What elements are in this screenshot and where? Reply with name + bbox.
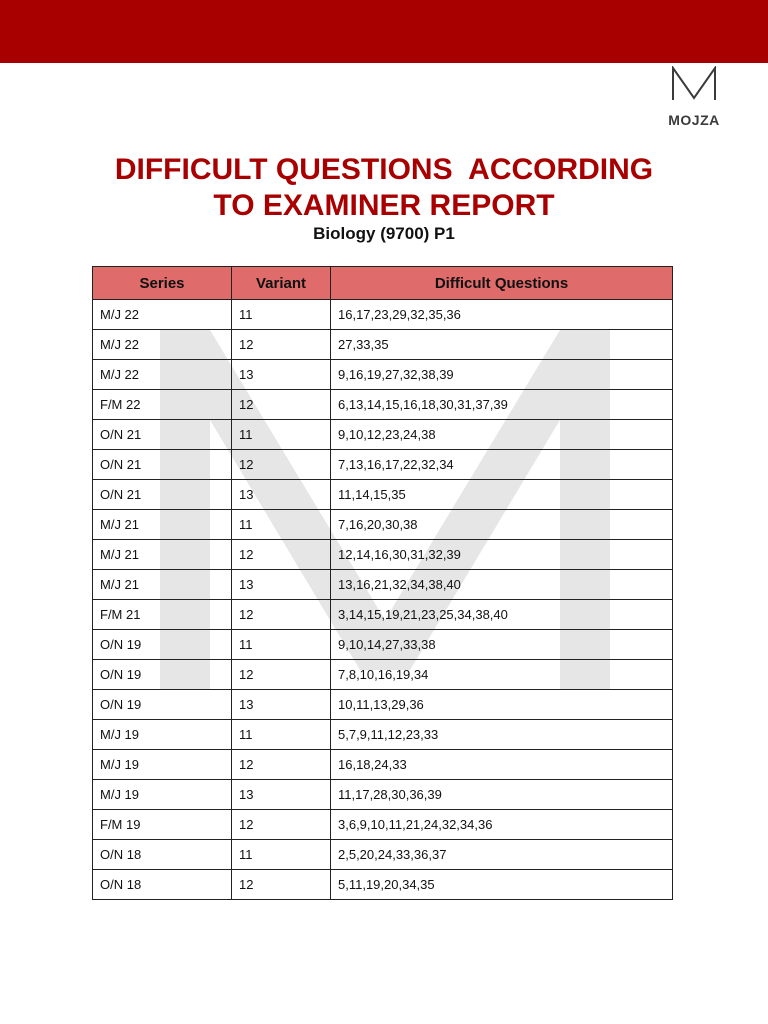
table-row bbox=[93, 390, 673, 420]
series-cell: O/N 19 bbox=[93, 630, 232, 660]
variant-cell: 11 bbox=[232, 630, 331, 660]
difficult-questions-cell: 9,16,19,27,32,38,39 bbox=[331, 360, 673, 390]
difficult-questions-cell: 7,16,20,30,38 bbox=[331, 510, 673, 540]
mojza-logo-mark-icon bbox=[671, 66, 717, 100]
variant-cell: 13 bbox=[232, 570, 331, 600]
difficult-questions-cell: 3,6,9,10,11,21,24,32,34,36 bbox=[331, 810, 673, 840]
table-row bbox=[93, 480, 673, 510]
difficult-questions-cell: 3,14,15,19,21,23,25,34,38,40 bbox=[331, 600, 673, 630]
variant-cell: 12 bbox=[232, 450, 331, 480]
difficult-questions-table bbox=[92, 266, 673, 900]
series-cell: M/J 19 bbox=[93, 750, 232, 780]
variant-cell: 13 bbox=[232, 360, 331, 390]
table-row bbox=[93, 510, 673, 540]
difficult-questions-cell: 9,10,12,23,24,38 bbox=[331, 420, 673, 450]
variant-cell: 12 bbox=[232, 540, 331, 570]
variant-cell: 13 bbox=[232, 690, 331, 720]
series-cell: O/N 19 bbox=[93, 660, 232, 690]
table-row bbox=[93, 690, 673, 720]
difficult-questions-cell: 10,11,13,29,36 bbox=[331, 690, 673, 720]
variant-cell: 12 bbox=[232, 330, 331, 360]
table-row bbox=[93, 540, 673, 570]
series-cell: M/J 21 bbox=[93, 540, 232, 570]
table-row bbox=[93, 360, 673, 390]
series-cell: O/N 21 bbox=[93, 450, 232, 480]
difficult-questions-cell: 7,13,16,17,22,32,34 bbox=[331, 450, 673, 480]
table-header-row bbox=[93, 267, 673, 300]
difficult-questions-cell: 5,7,9,11,12,23,33 bbox=[331, 720, 673, 750]
table-row bbox=[93, 570, 673, 600]
variant-cell: 12 bbox=[232, 810, 331, 840]
difficult-questions-cell: 6,13,14,15,16,18,30,31,37,39 bbox=[331, 390, 673, 420]
variant-cell: 12 bbox=[232, 870, 331, 900]
series-cell: F/M 21 bbox=[93, 600, 232, 630]
table-row bbox=[93, 600, 673, 630]
difficult-questions-cell: 2,5,20,24,33,36,37 bbox=[331, 840, 673, 870]
table-row bbox=[93, 750, 673, 780]
difficult-questions-cell: 13,16,21,32,34,38,40 bbox=[331, 570, 673, 600]
difficult-questions-cell: 27,33,35 bbox=[331, 330, 673, 360]
series-cell: O/N 18 bbox=[93, 870, 232, 900]
difficult-questions-cell: 16,17,23,29,32,35,36 bbox=[331, 300, 673, 330]
variant-cell: 13 bbox=[232, 780, 331, 810]
page-subtitle: Biology (9700) P1 bbox=[313, 224, 455, 243]
series-cell: M/J 21 bbox=[93, 510, 232, 540]
difficult-questions-cell: 11,17,28,30,36,39 bbox=[331, 780, 673, 810]
series-cell: M/J 19 bbox=[93, 720, 232, 750]
table-row bbox=[93, 870, 673, 900]
table-row bbox=[93, 780, 673, 810]
column-header-variant: Variant bbox=[232, 267, 331, 300]
difficult-questions-cell: 5,11,19,20,34,35 bbox=[331, 870, 673, 900]
page-title bbox=[0, 152, 768, 224]
variant-cell: 12 bbox=[232, 660, 331, 690]
column-header-series: Series bbox=[93, 267, 232, 300]
table-row bbox=[93, 660, 673, 690]
table-row bbox=[93, 450, 673, 480]
table-row bbox=[93, 810, 673, 840]
variant-cell: 12 bbox=[232, 750, 331, 780]
series-cell: M/J 21 bbox=[93, 570, 232, 600]
series-cell: O/N 21 bbox=[93, 480, 232, 510]
series-cell: F/M 22 bbox=[93, 390, 232, 420]
table-row bbox=[93, 840, 673, 870]
title-line-1: DIFFICULT QUESTIONS ACCORDING bbox=[114, 153, 654, 186]
series-cell: M/J 22 bbox=[93, 330, 232, 360]
variant-cell: 13 bbox=[232, 480, 331, 510]
table-row bbox=[93, 300, 673, 330]
table-row bbox=[93, 720, 673, 750]
difficult-questions-cell: 16,18,24,33 bbox=[331, 750, 673, 780]
difficult-questions-cell: 7,8,10,16,19,34 bbox=[331, 660, 673, 690]
variant-cell: 11 bbox=[232, 420, 331, 450]
series-cell: O/N 21 bbox=[93, 420, 232, 450]
table-row bbox=[93, 420, 673, 450]
series-cell: M/J 19 bbox=[93, 780, 232, 810]
top-banner bbox=[0, 0, 768, 63]
column-header-difficult-questions: Difficult Questions bbox=[331, 267, 673, 300]
table-row bbox=[93, 330, 673, 360]
series-cell: M/J 22 bbox=[93, 300, 232, 330]
title-line-2: TO EXAMINER REPORT bbox=[213, 189, 555, 222]
series-cell: O/N 19 bbox=[93, 690, 232, 720]
variant-cell: 11 bbox=[232, 840, 331, 870]
difficult-questions-cell: 9,10,14,27,33,38 bbox=[331, 630, 673, 660]
series-cell: M/J 22 bbox=[93, 360, 232, 390]
variant-cell: 12 bbox=[232, 390, 331, 420]
series-cell: F/M 19 bbox=[93, 810, 232, 840]
variant-cell: 11 bbox=[232, 720, 331, 750]
mojza-logo bbox=[664, 66, 724, 128]
table-row bbox=[93, 630, 673, 660]
variant-cell: 12 bbox=[232, 600, 331, 630]
brand-name: MOJZA bbox=[668, 112, 720, 128]
difficult-questions-cell: 11,14,15,35 bbox=[331, 480, 673, 510]
series-cell: O/N 18 bbox=[93, 840, 232, 870]
variant-cell: 11 bbox=[232, 300, 331, 330]
variant-cell: 11 bbox=[232, 510, 331, 540]
difficult-questions-cell: 12,14,16,30,31,32,39 bbox=[331, 540, 673, 570]
